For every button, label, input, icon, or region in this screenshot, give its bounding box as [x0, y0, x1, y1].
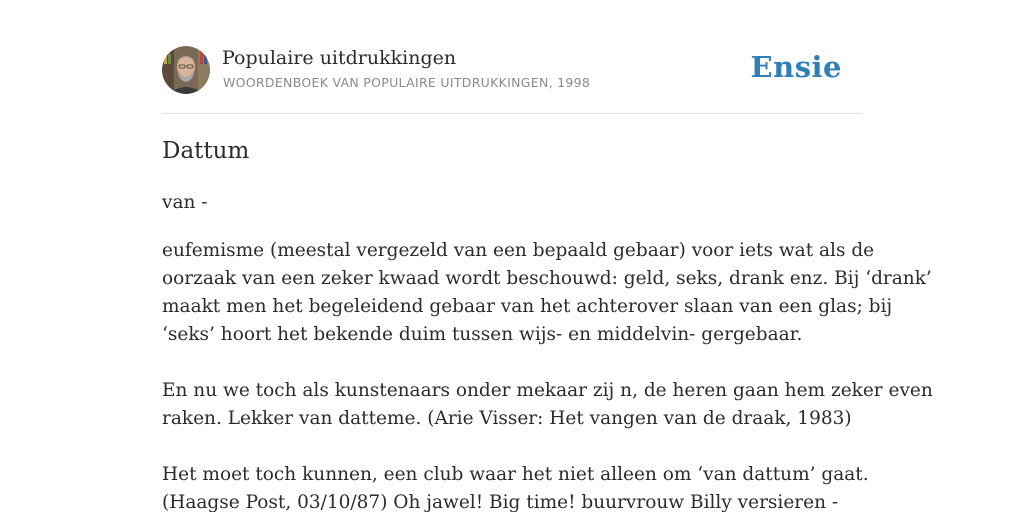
- definition-paragraph: [162, 237, 932, 349]
- text-line: ‘seks’ hoort het bekende duim tussen wijs- en middelvin- gergebaar.: [162, 324, 803, 345]
- source-title[interactable]: Populaire uitdrukkingen: [222, 47, 457, 69]
- text-line: (Haagse Post, 03/10/87) Oh jawel! Big time! buurvrouw Billy versieren -: [162, 492, 839, 512]
- ensie-logo[interactable]: Ensie: [750, 50, 842, 84]
- header-divider: [162, 113, 862, 114]
- entry-title: Dattum: [162, 138, 250, 164]
- example-paragraph: [162, 377, 933, 433]
- example-paragraph: [162, 461, 869, 512]
- text-line: eufemisme (meestal vergezeld van een bepaald gebaar) voor iets wat als de: [162, 240, 875, 261]
- source-header: [162, 46, 862, 96]
- text-line: raken. Lekker van datteme. (Arie Visser: Het vangen van de draak, 1983): [162, 408, 852, 429]
- text-line: En nu we toch als kunstenaars onder mekaar zij n, de heren gaan hem zeker even: [162, 380, 933, 401]
- author-avatar[interactable]: [162, 46, 210, 94]
- text-line: oorzaak van een zeker kwaad wordt beschouwd: geld, seks, drank enz. Bij ‘drank’: [162, 268, 932, 289]
- author-portrait-icon: [162, 46, 210, 94]
- source-subtitle: WOORDENBOEK VAN POPULAIRE UITDRUKKINGEN, 1998: [223, 75, 591, 90]
- text-line: Het moet toch kunnen, een club waar het niet alleen om ‘van dattum’ gaat.: [162, 464, 869, 485]
- entry-lemma: van -: [162, 192, 208, 213]
- text-line: maakt men het begeleidend gebaar van het achterover slaan van een glas; bij: [162, 296, 893, 317]
- entry-definition: [162, 237, 933, 512]
